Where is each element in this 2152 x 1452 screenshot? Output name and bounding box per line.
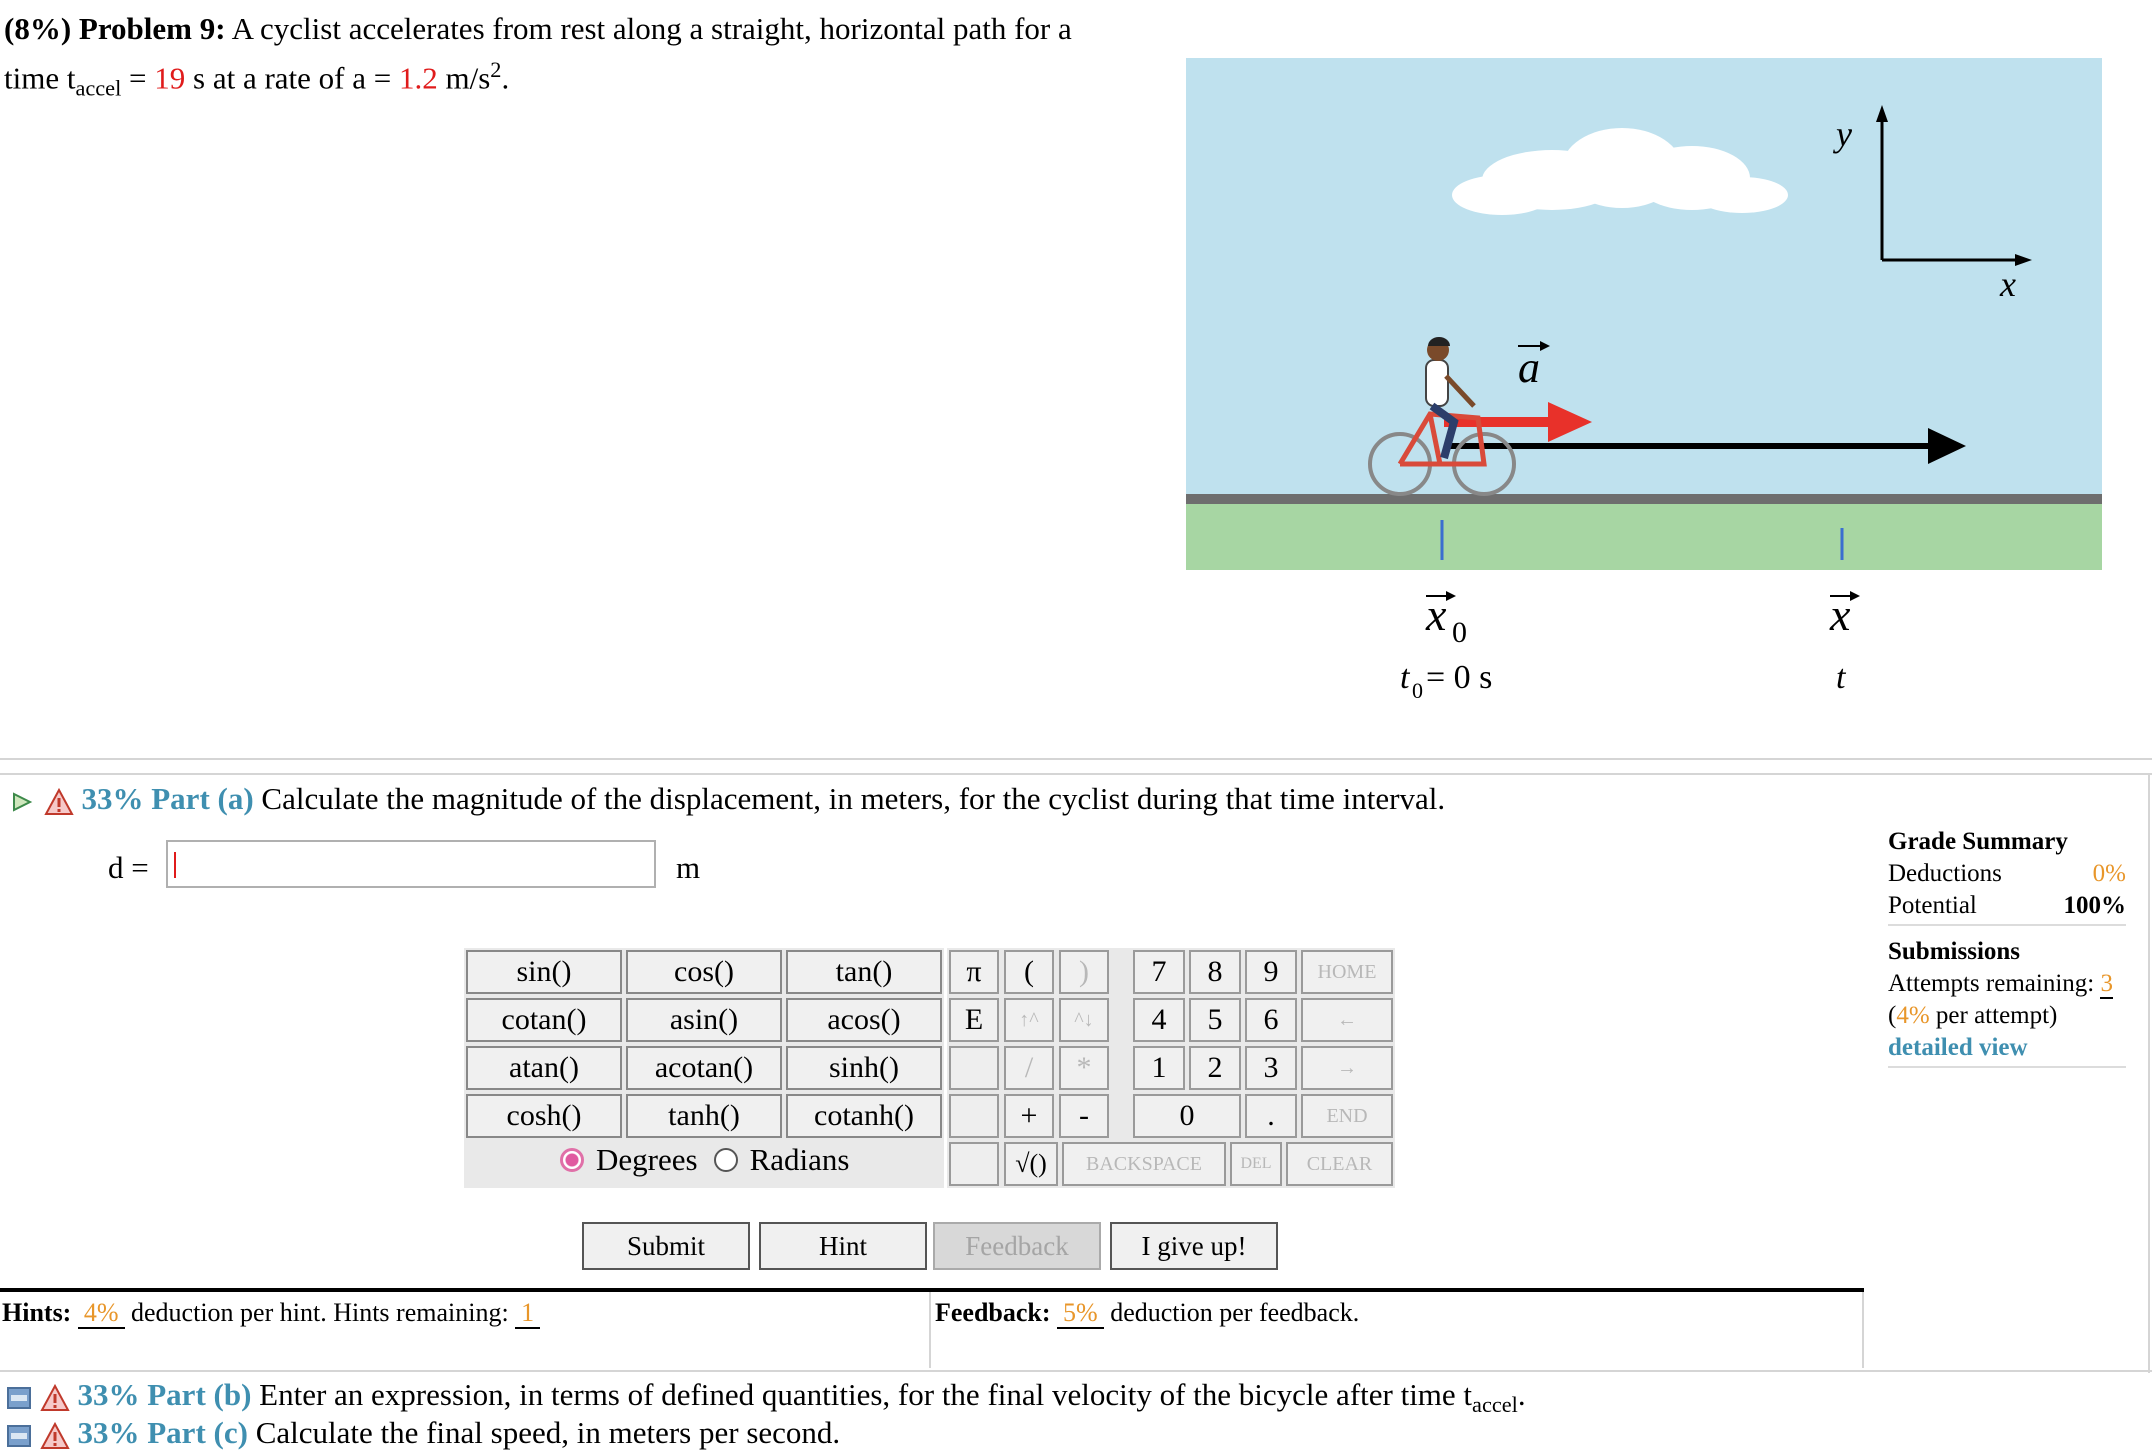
deductions-label: Deductions: [1888, 860, 2002, 887]
function-key-cotan[interactable]: cotan(): [466, 998, 622, 1042]
divide-key[interactable]: /: [1004, 1046, 1054, 1090]
hints-text: deduction per hint. Hints remaining:: [124, 1298, 516, 1327]
problem-text-time: time t: [4, 60, 76, 96]
close-paren-key[interactable]: ): [1059, 950, 1109, 994]
feedback-deduction: 5%: [1057, 1298, 1104, 1329]
submit-button[interactable]: Submit: [582, 1222, 750, 1270]
divider-part-b: [0, 1370, 2152, 1372]
expand-arrow-icon[interactable]: [8, 788, 36, 816]
per-attempt-pct: 4%: [1896, 1002, 1930, 1029]
problem-text-rate: s at a rate of a =: [185, 60, 399, 96]
plus-key[interactable]: +: [1004, 1094, 1054, 1138]
digit-0-key[interactable]: 0: [1133, 1094, 1241, 1138]
problem-text-unit: m/s: [437, 60, 491, 96]
problem-text-sup: 2: [490, 57, 502, 82]
part-c-name: Part (c): [147, 1415, 248, 1450]
function-key-cotanh[interactable]: cotanh(): [786, 1094, 942, 1138]
function-key-sin[interactable]: sin(): [466, 950, 622, 994]
function-key-tan[interactable]: tan(): [786, 950, 942, 994]
answer-unit: m: [676, 850, 701, 885]
function-key-acotan[interactable]: acotan(): [626, 1046, 782, 1090]
multiply-key[interactable]: *: [1059, 1046, 1109, 1090]
attempts-label: Attempts remaining:: [1888, 970, 2101, 997]
acceleration-label: a: [1518, 343, 1540, 392]
t0-value: = 0 s: [1426, 659, 1493, 696]
cursor-left-key[interactable]: ←: [1301, 998, 1393, 1042]
problem-statement: [4, 8, 1164, 109]
degrees-label[interactable]: Degrees: [596, 1142, 698, 1177]
open-paren-key[interactable]: (: [1004, 950, 1054, 994]
problem-line-1: [4, 8, 1164, 49]
function-key-tanh[interactable]: tanh(): [626, 1094, 782, 1138]
function-key-asin[interactable]: asin(): [626, 998, 782, 1042]
answer-input[interactable]: [166, 840, 656, 888]
digit-2-key[interactable]: 2: [1189, 1046, 1241, 1090]
digit-9-key[interactable]: 9: [1245, 950, 1297, 994]
hints-remaining: 1: [515, 1298, 540, 1329]
digit-8-key[interactable]: 8: [1189, 950, 1241, 994]
feedback-label: Feedback:: [935, 1298, 1051, 1327]
function-key-cosh[interactable]: cosh(): [466, 1094, 622, 1138]
part-a-percent: 33%: [81, 781, 144, 816]
radians-radio[interactable]: [714, 1148, 738, 1172]
t0-label: t: [1400, 659, 1410, 696]
x-axis-label: x: [2000, 264, 2016, 304]
collapsed-section-icon[interactable]: [6, 1423, 32, 1449]
attempts-row: [1888, 968, 2126, 1000]
potential-row: [1888, 890, 2126, 922]
sqrt-key[interactable]: √(): [1004, 1142, 1058, 1186]
blank-key: [949, 1046, 999, 1090]
minus-key[interactable]: -: [1059, 1094, 1109, 1138]
hints-divider: [0, 1288, 1864, 1292]
warning-icon: [40, 1383, 70, 1413]
feedback-right-divider: [1862, 1292, 1864, 1368]
attempts-value: 3: [2100, 970, 2113, 997]
per-attempt-text: per attempt): [1929, 1002, 2058, 1029]
part-c-percent: 33%: [77, 1415, 140, 1450]
problem-line-2: [4, 49, 1164, 109]
digit-6-key[interactable]: 6: [1245, 998, 1297, 1042]
digit-3-key[interactable]: 3: [1245, 1046, 1297, 1090]
part-b-sub: accel: [1472, 1392, 1518, 1418]
problem-text-1: A cyclist accelerates from rest along a straight, horizontal path for a: [231, 11, 1072, 46]
digit-4-key[interactable]: 4: [1133, 998, 1185, 1042]
hints-info: [2, 1298, 540, 1328]
digit-7-key[interactable]: 7: [1133, 950, 1185, 994]
part-b-question: Enter an expression, in terms of defined quantities, for the final velocity of the bicycle after time t: [259, 1377, 1473, 1412]
detailed-view-link[interactable]: detailed view: [1888, 1034, 2028, 1061]
cyclist-figure: [1182, 50, 2122, 710]
hints-label: Hints:: [2, 1298, 72, 1327]
give-up-button[interactable]: I give up!: [1110, 1222, 1278, 1270]
blank-key: [949, 1094, 999, 1138]
hint-button[interactable]: Hint: [759, 1222, 927, 1270]
sky: [1186, 58, 2102, 502]
x-label: x: [1830, 589, 1851, 640]
problem-text-period: .: [501, 60, 510, 96]
backspace-key[interactable]: BACKSPACE: [1062, 1142, 1226, 1186]
part-a-name: Part (a): [151, 781, 254, 816]
feedback-info: [935, 1298, 1359, 1328]
del-key[interactable]: DEL: [1230, 1142, 1282, 1186]
clear-key[interactable]: CLEAR: [1286, 1142, 1393, 1186]
grass: [1186, 500, 2102, 570]
part-b-end: .: [1517, 1377, 1526, 1412]
function-key-atan[interactable]: atan(): [466, 1046, 622, 1090]
angle-mode: [560, 1142, 849, 1178]
x0-subscript: 0: [1452, 616, 1467, 649]
problem-weight: (8%): [4, 11, 72, 46]
acceleration-value: 1.2: [399, 60, 438, 96]
problem-text-sub-accel: accel: [75, 75, 122, 101]
problem-text-equals: =: [121, 60, 155, 96]
function-key-acos[interactable]: acos(): [786, 998, 942, 1042]
y-axis-label: y: [1836, 114, 1852, 154]
part-c-header[interactable]: [6, 1414, 840, 1452]
digit-5-key[interactable]: 5: [1189, 998, 1241, 1042]
part-a-question: Calculate the magnitude of the displacement, in meters, for the cyclist during that time interval.: [261, 781, 1446, 816]
hints-deduction: 4%: [78, 1298, 125, 1329]
potential-label: Potential: [1888, 892, 1977, 919]
divider-right: [2148, 773, 2150, 1373]
per-attempt-row: (4% per attempt): [1888, 1002, 2058, 1029]
submissions-title: Submissions: [1888, 938, 2021, 965]
home-key[interactable]: HOME: [1301, 950, 1393, 994]
divider-top: [0, 758, 2152, 760]
function-key-cos[interactable]: cos(): [626, 950, 782, 994]
road: [1186, 494, 2102, 504]
deductions-row: [1888, 858, 2126, 890]
feedback-text: deduction per feedback.: [1103, 1298, 1360, 1327]
e-key[interactable]: E: [949, 998, 999, 1042]
part-b-name: Part (b): [147, 1377, 252, 1412]
end-key[interactable]: END: [1301, 1094, 1393, 1138]
potential-value: 100%: [2063, 892, 2126, 919]
problem-title: Problem 9:: [78, 11, 226, 46]
time-value: 19: [154, 60, 186, 96]
digit-1-key[interactable]: 1: [1133, 1046, 1185, 1090]
grade-summary-title: Grade Summary: [1888, 828, 2068, 855]
part-a-header[interactable]: [8, 780, 1445, 818]
blank-key: [949, 1142, 999, 1186]
up-arrow-key[interactable]: ↑^: [1004, 998, 1054, 1042]
warning-icon: [40, 1421, 70, 1451]
radians-label[interactable]: Radians: [749, 1142, 850, 1177]
function-key-sinh[interactable]: sinh(): [786, 1046, 942, 1090]
degrees-radio[interactable]: [560, 1148, 584, 1172]
pi-key[interactable]: π: [949, 950, 999, 994]
part-b-percent: 33%: [77, 1377, 140, 1412]
decimal-key[interactable]: .: [1245, 1094, 1297, 1138]
t0-subscript: 0: [1412, 678, 1423, 703]
collapsed-section-icon[interactable]: [6, 1385, 32, 1411]
warning-icon: [44, 787, 74, 817]
cursor-right-key[interactable]: →: [1301, 1046, 1393, 1090]
hints-feedback-divider: [929, 1292, 931, 1368]
grade-summary: [1888, 826, 2126, 1078]
divider-part-a: [0, 773, 2152, 775]
text-caret: [174, 852, 176, 878]
down-arrow-key[interactable]: ^↓: [1059, 998, 1109, 1042]
t-label: t: [1836, 659, 1846, 696]
answer-variable-label: d =: [108, 850, 149, 885]
deductions-value: 0%: [2092, 860, 2126, 887]
x0-label: x: [1426, 589, 1447, 640]
part-c-question: Calculate the final speed, in meters per second.: [255, 1415, 841, 1450]
feedback-button[interactable]: Feedback: [933, 1222, 1101, 1270]
